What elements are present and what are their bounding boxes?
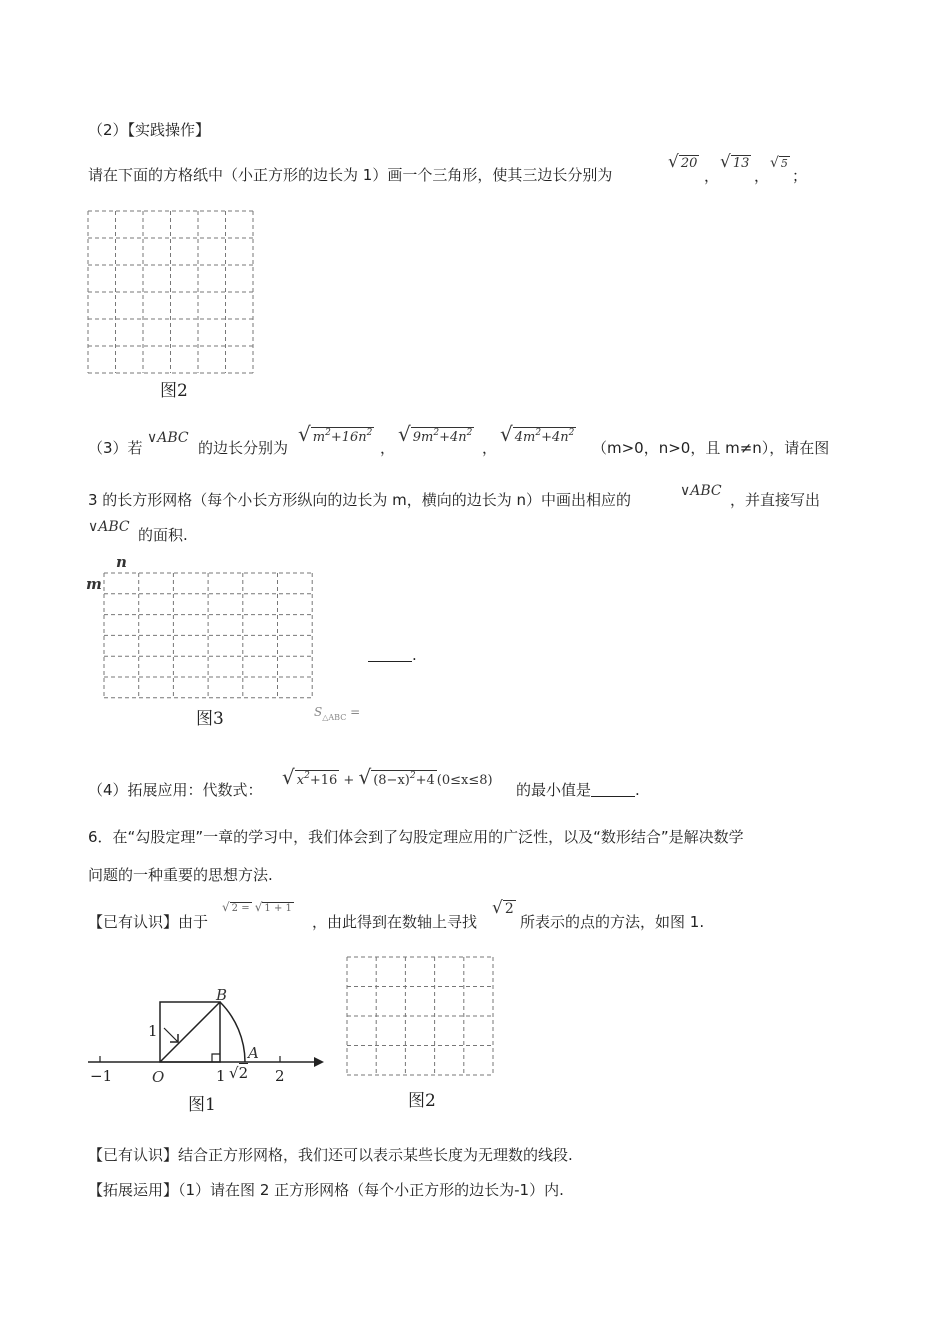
edge-1: √ $m^2+16n^2$ [298, 422, 373, 446]
area-answer-blank[interactable]: . [368, 645, 417, 665]
q6-fig2-caption: 图2 [408, 1091, 436, 1111]
q6-line2: 问题的一种重要的思想方法. [88, 866, 273, 884]
sep-3: ， [380, 439, 396, 457]
sep-1: ， [704, 167, 720, 185]
known1-b: ，由此得到在数轴上寻找 [312, 913, 478, 931]
fig1-label-sqrt2: √2 [229, 1064, 249, 1082]
part2-instruction-text: 请在下面的方格纸中（小正方形的边长为 1）画一个三角形，使其三边长分别为 [88, 166, 613, 184]
fig1-label-side-1: 1 [148, 1022, 158, 1040]
edge-2: √ $9m^2+4n^2$ [398, 422, 473, 446]
known1-a: 【已有认识】由于 [88, 913, 209, 931]
extend: 【拓展运用】（1）请在图 2 正方形网格（每个小正方形的边长为-1）内. [88, 1181, 564, 1199]
part2-instruction [88, 165, 612, 185]
sqrt-20: √ 20 [668, 152, 698, 172]
triangle-abc-3: ∨ABC [88, 519, 130, 535]
fig3-rect-grid [104, 573, 314, 699]
triangle-abc-2: ∨ABC [680, 483, 722, 499]
sqrt-13: √ 13 [720, 152, 750, 172]
triangle-abc-1: ∨ABC [147, 430, 189, 446]
fig2-caption: 图2 [160, 381, 188, 401]
fig1-caption: 图1 [188, 1095, 216, 1115]
part3-line1-a: （3）若 [88, 439, 143, 457]
known1-equation: √ 2 = √ 1 + 1 [222, 900, 292, 914]
part3-line3: 的面积. [138, 526, 188, 544]
part4-text-a: （4）拓展应用：代数式： [88, 781, 263, 799]
fig2-square-grid [88, 211, 254, 373]
area-expression: $S_{\triangle ABC}$ = [314, 705, 361, 722]
fig3-caption: 图3 [196, 709, 224, 729]
part3-line2-a: 3 的长方形网格（每个小长方形纵向的边长为 m，横向的边长为 n）中画出相应的 [88, 491, 631, 509]
edge-3: √ $4m^2+4n^2$ [500, 422, 575, 446]
fig1-label-A: A [248, 1044, 259, 1062]
part4-expression: √ $x^2+16$ + √ $(8-x)^2+4$ (0≤x≤8) [282, 765, 493, 789]
fig1-label-O: O [152, 1068, 165, 1086]
label-n: n [116, 553, 127, 571]
q6-line1: 6．在“勾股定理”一章的学习中，我们体会到了勾股定理应用的广泛性，以及“数形结合”是解决数学 [88, 828, 744, 846]
fig1-label-1: 1 [216, 1067, 226, 1085]
sep-2: ， [754, 167, 770, 185]
q6-fig2-grid [347, 957, 495, 1077]
sqrt-5: √ 5 [770, 155, 788, 171]
part3-condition: （m>0，n>0，且 m≠n），请在图 [592, 439, 830, 457]
fig1-number-line [84, 990, 334, 1090]
part3-line2-b: ，并直接写出 [730, 491, 821, 509]
fig1-label-2: 2 [275, 1067, 285, 1085]
fig1-label-B: B [216, 986, 228, 1004]
sep-4: ， [482, 439, 498, 457]
part2-heading: （2）【实践操作】 [88, 121, 211, 139]
end-semicolon: ； [792, 167, 808, 185]
known2: 【已有认识】结合正方形网格，我们还可以表示某些长度为无理数的线段. [88, 1146, 573, 1164]
part4-text-b: 的最小值是 . [516, 781, 640, 799]
known1-c: 所表示的点的方法，如图 1. [520, 913, 705, 931]
known1-sqrt2: √ 2 [492, 898, 514, 918]
min-value-blank[interactable] [591, 782, 635, 797]
label-m: m [86, 575, 102, 593]
part3-line1-b: 的边长分别为 [198, 439, 289, 457]
fig1-label-neg1: −1 [90, 1067, 113, 1085]
